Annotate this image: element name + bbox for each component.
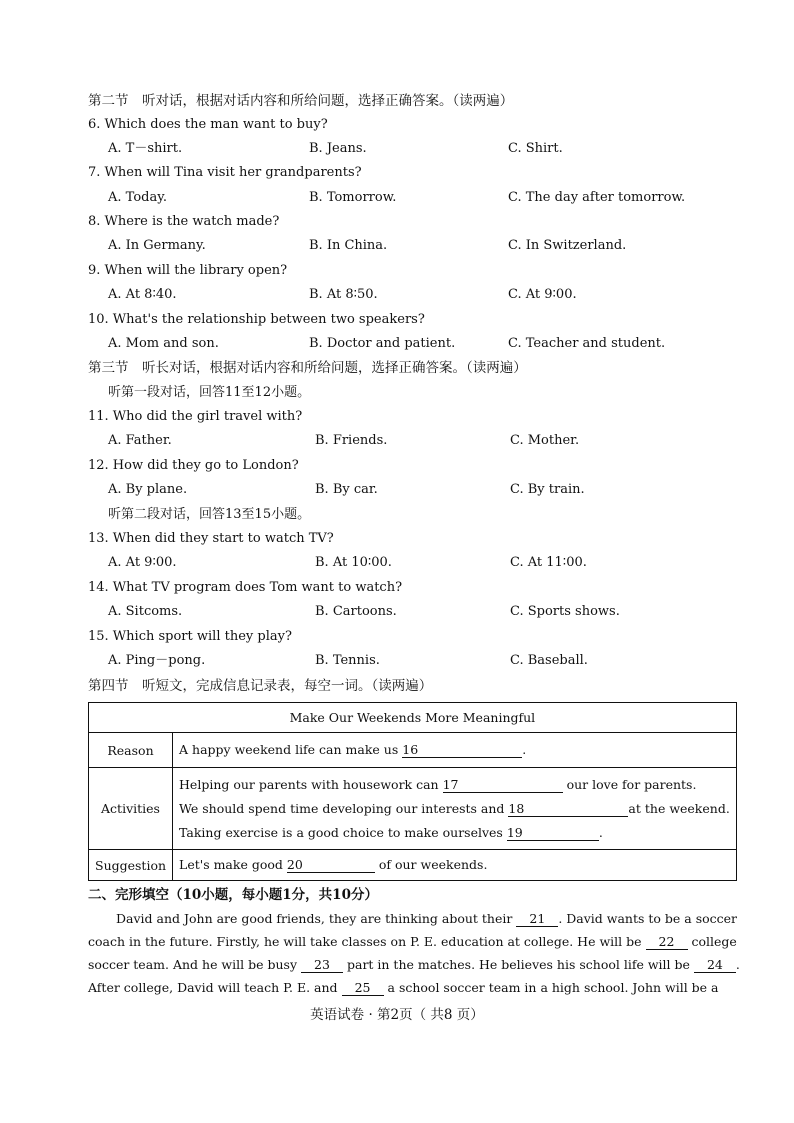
activity-2-tail: at the weekend. [628,800,730,816]
q9-option-a: A. At 8∶40. [108,287,177,302]
activity-3-text: Taking exercise is a good choice to make ourselves [179,824,503,840]
suggestion-label: Suggestion [89,850,173,881]
q9-option-c: C. At 9∶00. [508,287,577,302]
q10-option-a: A. Mom and son. [108,336,219,351]
q11-option-b: B. Friends. [315,433,388,448]
cloze-blank-21: 21 [516,911,558,927]
cloze-line-3 [88,953,740,976]
q12-option-b: B. By car. [315,482,378,497]
blank-17-number: 17 [442,776,459,792]
activities-cell [173,768,737,850]
question-13: 13. When did they start to watch TV? [88,531,334,546]
q6-option-c: C. Shirt. [508,141,563,156]
blank-18-number: 18 [508,800,525,816]
activity-1-tail: our love for parents. [566,776,697,792]
blank-19-number: 19 [506,824,523,840]
q13-option-b: B. At 10∶00. [315,555,392,570]
q10-option-c: C. Teacher and student. [508,336,666,351]
cloze-line-2 [88,930,737,953]
question-11: 11. Who did the girl travel with? [88,409,303,424]
question-7: 7. When will Tina visit her grandparents? [88,165,362,180]
table-title: Make Our Weekends More Meaningful [89,703,737,733]
section3-heading: 第三节 听长对话，根据对话内容和所给问题，选择正确答案。（读两遍） [88,360,527,376]
reason-text: A happy weekend life can make us [179,742,399,757]
activity-line-1 [179,773,730,797]
question-15: 15. Which sport will they play? [88,629,292,644]
q9-option-b: B. At 8∶50. [309,287,378,302]
q14-option-c: C. Sports shows. [510,604,620,619]
activity-line-2 [179,797,730,821]
cloze-line-1 [88,907,738,930]
cloze-text-4b: a school soccer team in a high school. John will be a [387,980,719,995]
q14-option-b: B. Cartoons. [315,604,397,619]
page-footer: 英语试卷 · 第2页（ 共8 页） [310,1007,484,1023]
q8-option-c: C. In Switzerland. [508,238,627,253]
cloze-text-1b: . David wants to be a soccer [558,911,738,926]
blank-18 [508,801,628,817]
cloze-blank-23: 23 [301,957,343,973]
blank-16 [402,742,522,758]
cloze-heading: 二、完形填空（10小题，每小题1分，共10分） [88,887,378,903]
activity-line-3: Taking exercise is a good choice to make ourselves 19 . [179,824,603,840]
section4-heading: 第四节 听短文，完成信息记录表，每空一词。（读两遍） [88,678,433,694]
q15-option-a: A. Ping－pong. [108,653,206,668]
q15-option-b: B. Tennis. [315,653,380,668]
suggestion-text: Let's make good [179,857,283,872]
q6-option-b: B. Jeans. [309,141,367,156]
cloze-line-4 [88,976,726,999]
question-6: 6. Which does the man want to buy? [88,117,328,132]
activities-label: Activities [89,768,173,850]
info-record-table [88,702,737,881]
reason-label: Reason [89,733,173,768]
question-10: 10. What's the relationship between two speakers? [88,312,425,327]
q7-option-b: B. Tomorrow. [309,190,397,205]
cloze-text-3b: part in the matches. He believes his school life will be [346,957,690,972]
q15-option-c: C. Baseball. [510,653,588,668]
cloze-text-1a: David and John are good friends, they are thinking about their [116,911,513,926]
q7-option-a: A. Today. [108,190,167,205]
suggestion-cell [173,850,737,881]
reason-cell: A happy weekend life can make us 16 . [173,733,737,768]
question-8: 8. Where is the watch made? [88,214,280,229]
blank-17 [443,777,563,793]
cloze-blank-22: 22 [646,934,688,950]
q13-option-c: C. At 11∶00. [510,555,587,570]
cloze-text-2b: college [691,934,737,949]
q11-option-c: C. Mother. [510,433,580,448]
suggestion-tail: of our weekends. [378,857,488,872]
question-12: 12. How did they go to London? [88,458,299,473]
activity-2-text: We should spend time developing our interests and [179,800,505,816]
question-9: 9. When will the library open? [88,263,288,278]
blank-19 [507,825,599,841]
question-14: 14. What TV program does Tom want to watch? [88,580,403,595]
q10-option-b: B. Doctor and patient. [309,336,456,351]
cloze-text-3c: . [735,957,740,972]
cloze-blank-25: 25 [342,980,384,996]
q11-option-a: A. Father. [108,433,172,448]
q7-option-c: C. The day after tomorrow. [508,190,686,205]
dialog1-instruction: 听第一段对话，回答11至12小题。 [108,385,311,400]
blank-20 [287,857,375,873]
cloze-text-2a: coach in the future. Firstly, he will take classes on P. E. education at college. He will be [88,934,642,949]
blank-16-number: 16 [402,742,419,757]
q14-option-a: A. Sitcoms. [108,604,183,619]
q8-option-b: B. In China. [309,238,388,253]
dialog2-instruction: 听第二段对话，回答13至15小题。 [108,507,311,522]
activity-1-text: Helping our parents with housework can [179,776,439,792]
q12-option-c: C. By train. [510,482,585,497]
cloze-text-3a: soccer team. And he will be busy [88,957,298,972]
q12-option-a: A. By plane. [108,482,188,497]
q13-option-a: A. At 9∶00. [108,555,177,570]
cloze-blank-24: 24 [694,957,736,973]
cloze-text-4a: After college, David will teach P. E. and [88,980,338,995]
q8-option-a: A. In Germany. [108,238,206,253]
blank-20-number: 20 [286,857,303,872]
section2-heading: 第二节 听对话，根据对话内容和所给问题，选择正确答案。（读两遍） [88,93,514,109]
q6-option-a: A. T－shirt. [108,141,183,156]
